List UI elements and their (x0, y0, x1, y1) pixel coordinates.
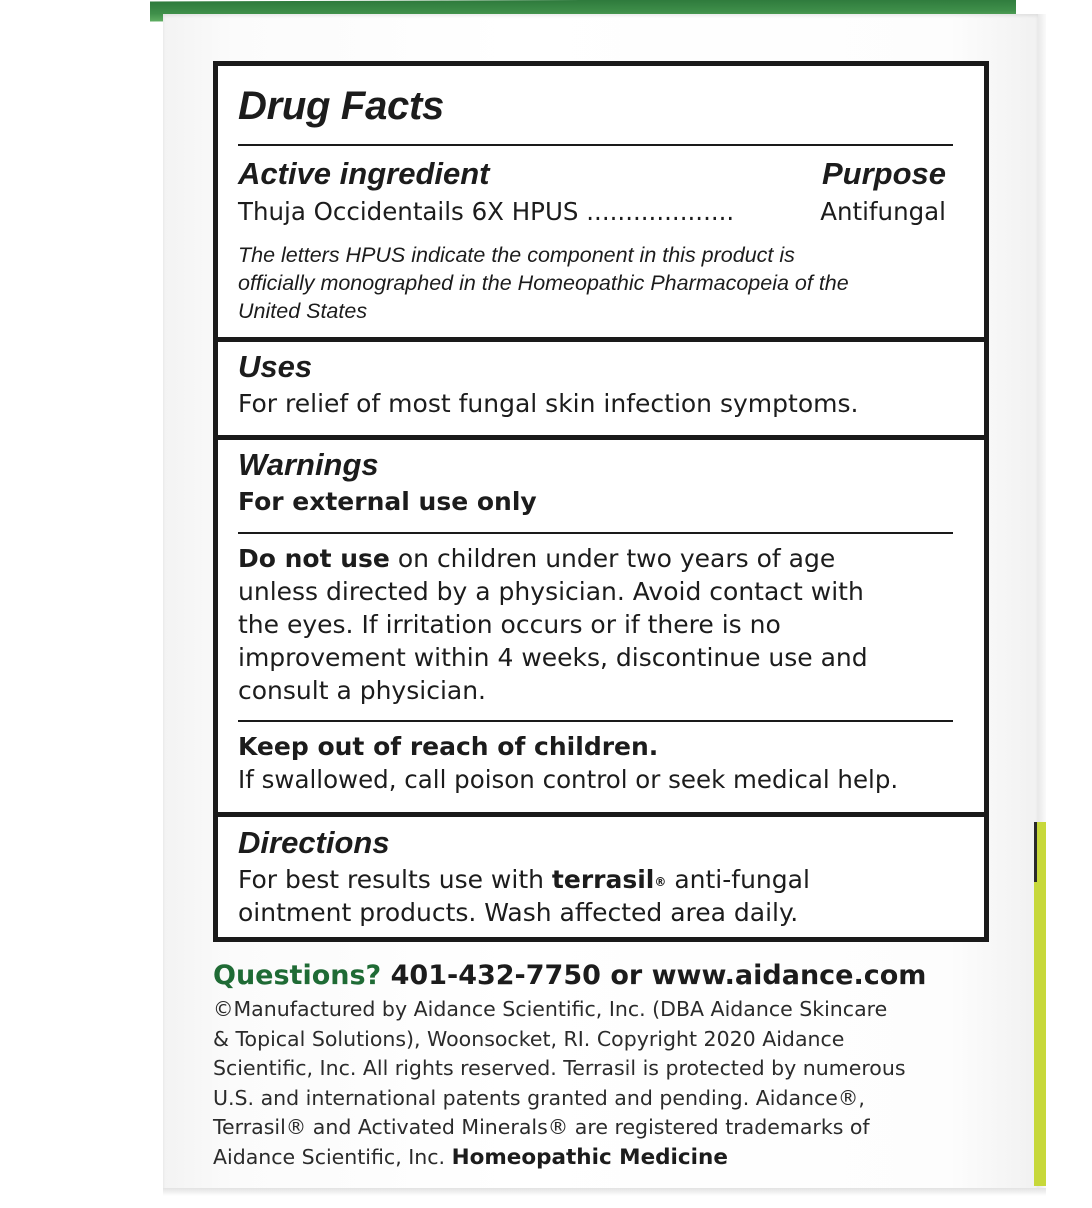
hpus-note-line-1: The letters HPUS indicate the component in this product is (238, 243, 795, 267)
section-divider-directions (218, 812, 984, 817)
hpus-note-line-3: United States (238, 299, 368, 323)
legal-line-4: U.S. and international patents granted and pending. Aidance®, (213, 1085, 865, 1110)
questions-label: Questions? (213, 960, 382, 991)
legal-line-6-text: Aidance Scientific, Inc. (213, 1144, 452, 1169)
homeopathic-medicine-label: Homeopathic Medicine (451, 1144, 728, 1170)
legal-line-1: ©Manufactured by Aidance Scientific, Inc. (DBA Aidance Skincare (213, 997, 888, 1021)
active-ingredient-heading: Active ingredient (238, 156, 490, 191)
drug-facts-panel (213, 61, 989, 942)
registered-mark: ® (654, 875, 667, 889)
warnings-rule-1 (238, 532, 953, 534)
directions-text-1a: For best results use with (238, 865, 552, 894)
terrasil-brand: terrasil (551, 865, 655, 894)
label-footer (213, 957, 1003, 1173)
section-divider-uses (218, 337, 984, 342)
legal-line-5: Terrasil® and Activated Minerals® are registered trademarks of (213, 1115, 870, 1140)
do-not-use-line-3: the eyes. If irritation occurs or if there is no (238, 610, 781, 639)
legal-line-2: & Topical Solutions), Woonsocket, RI. Copyright 2020 Aidance (213, 1026, 845, 1051)
legal-line-3: Scientific, Inc. All rights reserved. Terrasil is protected by numerous (213, 1056, 906, 1081)
directions-heading: Directions (238, 825, 390, 860)
do-not-use-line-5: consult a physician. (238, 676, 486, 705)
do-not-use-text-1: on children under two years of age (389, 544, 836, 573)
do-not-use-line-4: improvement within 4 weeks, discontinue use and (238, 643, 868, 672)
warnings-heading: Warnings (238, 447, 379, 482)
uses-heading: Uses (238, 349, 313, 384)
directions-line-1 (238, 863, 810, 899)
ingredient-line (238, 195, 734, 228)
box-bottom-shadow (163, 1188, 1046, 1196)
uses-text: For relief of most fungal skin infection symptoms. (238, 389, 859, 418)
purpose-heading: Purpose (821, 156, 946, 191)
swallowed-text: If swallowed, call poison control or seek medical help. (238, 765, 899, 794)
purpose-value: Antifungal (820, 197, 946, 226)
drug-facts-title: Drug Facts (238, 84, 444, 128)
lime-accent-strip (1034, 822, 1046, 1186)
legal-line-6 (213, 1143, 1003, 1173)
warnings-rule-2 (238, 720, 953, 722)
do-not-use-line-2: unless directed by a physician. Avoid contact with (238, 577, 864, 606)
section-divider-warnings (218, 435, 984, 440)
keep-out-text: Keep out of reach of children. (238, 732, 659, 761)
directions-line-2: ointment products. Wash affected area daily. (238, 898, 799, 927)
dot-leader: ................... (586, 197, 735, 226)
title-rule (238, 144, 953, 146)
external-use-text: For external use only (238, 487, 537, 516)
ingredient-name: Thuja Occidentails 6X HPUS (238, 197, 579, 226)
legal-text (213, 995, 1003, 1173)
directions-text-1b: anti-fungal (666, 865, 810, 894)
questions-line (213, 957, 1003, 995)
questions-contact: 401-432-7750 or www.aidance.com (381, 960, 927, 991)
hpus-note-line-2: officially monographed in the Homeopathic Pharmacopeia of the (238, 271, 849, 295)
do-not-use-line-1 (238, 542, 835, 575)
dark-edge-mark (1034, 822, 1037, 882)
do-not-use-label: Do not use (238, 544, 390, 573)
